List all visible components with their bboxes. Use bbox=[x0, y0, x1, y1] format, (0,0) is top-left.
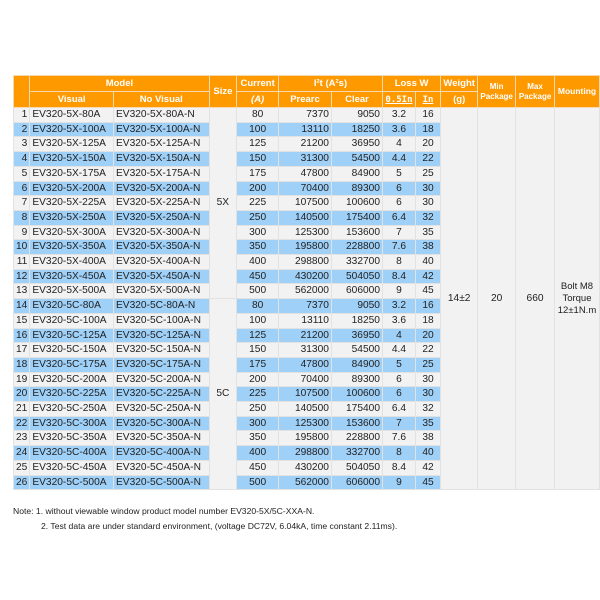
min-package-value: 20 bbox=[478, 108, 516, 490]
model-visual: EV320-5C-500A bbox=[30, 475, 114, 490]
model-no-visual: EV320-5C-350A-N bbox=[113, 431, 209, 446]
current-value: 500 bbox=[237, 284, 279, 299]
size-group-5c: 5C bbox=[209, 299, 237, 490]
loss-full-value: 18 bbox=[415, 313, 440, 328]
current-value: 125 bbox=[237, 328, 279, 343]
row-index: 2 bbox=[14, 122, 30, 137]
prearc-value: 13110 bbox=[279, 122, 332, 137]
current-value: 225 bbox=[237, 387, 279, 402]
model-no-visual: EV320-5C-250A-N bbox=[113, 402, 209, 417]
loss-half-value: 8.4 bbox=[382, 460, 415, 475]
loss-full-value: 38 bbox=[415, 431, 440, 446]
loss-full-value: 18 bbox=[415, 122, 440, 137]
loss-full-value: 45 bbox=[415, 284, 440, 299]
loss-full-value: 20 bbox=[415, 328, 440, 343]
loss-half-value: 6 bbox=[382, 196, 415, 211]
model-no-visual: EV320-5C-200A-N bbox=[113, 372, 209, 387]
row-index: 15 bbox=[14, 313, 30, 328]
row-index: 25 bbox=[14, 460, 30, 475]
model-no-visual: EV320-5C-400A-N bbox=[113, 446, 209, 461]
prearc-value: 298800 bbox=[279, 446, 332, 461]
model-visual: EV320-5C-400A bbox=[30, 446, 114, 461]
row-index: 6 bbox=[14, 181, 30, 196]
model-visual: EV320-5C-200A bbox=[30, 372, 114, 387]
loss-full-value: 40 bbox=[415, 255, 440, 270]
prearc-value: 21200 bbox=[279, 328, 332, 343]
loss-half-value: 3.6 bbox=[382, 313, 415, 328]
header-loss: Loss W bbox=[382, 76, 440, 92]
loss-full-value: 16 bbox=[415, 299, 440, 314]
current-value: 300 bbox=[237, 225, 279, 240]
row-index: 26 bbox=[14, 475, 30, 490]
prearc-value: 430200 bbox=[279, 269, 332, 284]
clear-value: 153600 bbox=[331, 416, 382, 431]
model-no-visual: EV320-5X-125A-N bbox=[113, 137, 209, 152]
model-no-visual: EV320-5X-350A-N bbox=[113, 240, 209, 255]
model-visual: EV320-5X-350A bbox=[30, 240, 114, 255]
clear-value: 9050 bbox=[331, 299, 382, 314]
row-index: 18 bbox=[14, 357, 30, 372]
loss-half-value: 5 bbox=[382, 357, 415, 372]
clear-value: 36950 bbox=[331, 328, 382, 343]
current-value: 350 bbox=[237, 431, 279, 446]
header-clear: Clear bbox=[331, 92, 382, 108]
model-no-visual: EV320-5X-175A-N bbox=[113, 166, 209, 181]
header-weight-unit: (g) bbox=[441, 92, 478, 108]
model-no-visual: EV320-5C-150A-N bbox=[113, 343, 209, 358]
loss-full-value: 42 bbox=[415, 460, 440, 475]
model-no-visual: EV320-5X-250A-N bbox=[113, 210, 209, 225]
header-min-package: Min Package bbox=[478, 76, 516, 108]
clear-value: 100600 bbox=[331, 196, 382, 211]
loss-full-value: 35 bbox=[415, 416, 440, 431]
loss-full-value: 32 bbox=[415, 402, 440, 417]
model-no-visual: EV320-5C-300A-N bbox=[113, 416, 209, 431]
current-value: 150 bbox=[237, 152, 279, 167]
current-value: 80 bbox=[237, 299, 279, 314]
model-visual: EV320-5X-175A bbox=[30, 166, 114, 181]
model-visual: EV320-5C-150A bbox=[30, 343, 114, 358]
loss-half-value: 7 bbox=[382, 225, 415, 240]
current-value: 200 bbox=[237, 372, 279, 387]
prearc-value: 31300 bbox=[279, 152, 332, 167]
row-index: 16 bbox=[14, 328, 30, 343]
model-no-visual: EV320-5X-400A-N bbox=[113, 255, 209, 270]
prearc-value: 125300 bbox=[279, 225, 332, 240]
header-i2t: I²t (A²s) bbox=[279, 76, 383, 92]
header-size: Size bbox=[209, 76, 237, 108]
clear-value: 36950 bbox=[331, 137, 382, 152]
model-visual: EV320-5X-225A bbox=[30, 196, 114, 211]
loss-half-value: 9 bbox=[382, 284, 415, 299]
clear-value: 9050 bbox=[331, 108, 382, 123]
table-body bbox=[14, 108, 600, 490]
row-index: 13 bbox=[14, 284, 30, 299]
loss-half-value: 8.4 bbox=[382, 269, 415, 284]
loss-full-value: 20 bbox=[415, 137, 440, 152]
loss-half-value: 6 bbox=[382, 372, 415, 387]
model-visual: EV320-5X-400A bbox=[30, 255, 114, 270]
current-value: 250 bbox=[237, 402, 279, 417]
model-no-visual: EV320-5C-80A-N bbox=[113, 299, 209, 314]
max-package-value: 660 bbox=[516, 108, 555, 490]
row-index: 22 bbox=[14, 416, 30, 431]
current-value: 100 bbox=[237, 313, 279, 328]
loss-full-value: 22 bbox=[415, 152, 440, 167]
row-index: 14 bbox=[14, 299, 30, 314]
current-value: 175 bbox=[237, 357, 279, 372]
current-value: 175 bbox=[237, 166, 279, 181]
current-value: 400 bbox=[237, 446, 279, 461]
table-row bbox=[14, 108, 600, 123]
prearc-value: 195800 bbox=[279, 240, 332, 255]
row-index: 9 bbox=[14, 225, 30, 240]
loss-half-value: 3.6 bbox=[382, 122, 415, 137]
row-index: 17 bbox=[14, 343, 30, 358]
loss-half-value: 4.4 bbox=[382, 152, 415, 167]
model-visual: EV320-5C-80A bbox=[30, 299, 114, 314]
header-max-package: Max Package bbox=[516, 76, 555, 108]
clear-value: 84900 bbox=[331, 166, 382, 181]
prearc-value: 13110 bbox=[279, 313, 332, 328]
loss-half-value: 6.4 bbox=[382, 402, 415, 417]
clear-value: 332700 bbox=[331, 446, 382, 461]
row-index: 21 bbox=[14, 402, 30, 417]
model-no-visual: EV320-5X-200A-N bbox=[113, 181, 209, 196]
current-value: 80 bbox=[237, 108, 279, 123]
model-visual: EV320-5C-225A bbox=[30, 387, 114, 402]
loss-full-value: 35 bbox=[415, 225, 440, 240]
row-index: 3 bbox=[14, 137, 30, 152]
model-no-visual: EV320-5C-500A-N bbox=[113, 475, 209, 490]
model-visual: EV320-5X-300A bbox=[30, 225, 114, 240]
current-value: 450 bbox=[237, 460, 279, 475]
loss-half-value: 4.4 bbox=[382, 343, 415, 358]
prearc-value: 140500 bbox=[279, 210, 332, 225]
loss-full-value: 42 bbox=[415, 269, 440, 284]
loss-full-value: 30 bbox=[415, 196, 440, 211]
row-index: 11 bbox=[14, 255, 30, 270]
prearc-value: 125300 bbox=[279, 416, 332, 431]
loss-half-value: 4 bbox=[382, 328, 415, 343]
model-visual: EV320-5X-450A bbox=[30, 269, 114, 284]
prearc-value: 70400 bbox=[279, 372, 332, 387]
model-visual: EV320-5X-200A bbox=[30, 181, 114, 196]
row-index: 12 bbox=[14, 269, 30, 284]
current-value: 125 bbox=[237, 137, 279, 152]
notes bbox=[13, 504, 397, 534]
row-index: 20 bbox=[14, 387, 30, 402]
row-index: 10 bbox=[14, 240, 30, 255]
loss-full-value: 16 bbox=[415, 108, 440, 123]
row-index: 24 bbox=[14, 446, 30, 461]
current-value: 200 bbox=[237, 181, 279, 196]
model-no-visual: EV320-5C-175A-N bbox=[113, 357, 209, 372]
loss-half-value: 4 bbox=[382, 137, 415, 152]
header-no-visual: No Visual bbox=[113, 92, 209, 108]
header-current: Current bbox=[237, 76, 279, 92]
model-visual: EV320-5X-80A bbox=[30, 108, 114, 123]
loss-full-value: 25 bbox=[415, 166, 440, 181]
clear-value: 100600 bbox=[331, 387, 382, 402]
current-value: 150 bbox=[237, 343, 279, 358]
clear-value: 504050 bbox=[331, 269, 382, 284]
model-visual: EV320-5C-300A bbox=[30, 416, 114, 431]
size-group-5x: 5X bbox=[209, 108, 237, 299]
model-no-visual: EV320-5X-300A-N bbox=[113, 225, 209, 240]
loss-half-value: 7.6 bbox=[382, 431, 415, 446]
header-current-unit: (A) bbox=[237, 92, 279, 108]
clear-value: 175400 bbox=[331, 402, 382, 417]
loss-half-value: 7 bbox=[382, 416, 415, 431]
model-no-visual: EV320-5C-100A-N bbox=[113, 313, 209, 328]
model-no-visual: EV320-5C-125A-N bbox=[113, 328, 209, 343]
model-no-visual: EV320-5X-150A-N bbox=[113, 152, 209, 167]
model-no-visual: EV320-5X-450A-N bbox=[113, 269, 209, 284]
row-index: 4 bbox=[14, 152, 30, 167]
weight-value: 14±2 bbox=[441, 108, 478, 490]
model-visual: EV320-5C-250A bbox=[30, 402, 114, 417]
loss-half-value: 9 bbox=[382, 475, 415, 490]
model-visual: EV320-5C-100A bbox=[30, 313, 114, 328]
current-value: 250 bbox=[237, 210, 279, 225]
row-index: 5 bbox=[14, 166, 30, 181]
clear-value: 175400 bbox=[331, 210, 382, 225]
loss-full-value: 40 bbox=[415, 446, 440, 461]
current-value: 300 bbox=[237, 416, 279, 431]
loss-half-value: 6 bbox=[382, 181, 415, 196]
loss-half-value: 6 bbox=[382, 387, 415, 402]
loss-half-value: 3.2 bbox=[382, 108, 415, 123]
loss-full-value: 45 bbox=[415, 475, 440, 490]
row-index: 19 bbox=[14, 372, 30, 387]
clear-value: 18250 bbox=[331, 313, 382, 328]
note-2: 2. Test data are under standard environment, (voltage DC72V, 6.04kA, time constant 2.11ms). bbox=[41, 521, 398, 531]
clear-value: 228800 bbox=[331, 431, 382, 446]
prearc-value: 70400 bbox=[279, 181, 332, 196]
prearc-value: 31300 bbox=[279, 343, 332, 358]
model-no-visual: EV320-5X-80A-N bbox=[113, 108, 209, 123]
row-index: 1 bbox=[14, 108, 30, 123]
header-mounting: Mounting bbox=[554, 76, 599, 108]
clear-value: 54500 bbox=[331, 343, 382, 358]
header-weight: Weight bbox=[441, 76, 478, 92]
model-visual: EV320-5C-350A bbox=[30, 431, 114, 446]
header-visual: Visual bbox=[30, 92, 114, 108]
clear-value: 84900 bbox=[331, 357, 382, 372]
prearc-value: 47800 bbox=[279, 357, 332, 372]
current-value: 450 bbox=[237, 269, 279, 284]
prearc-value: 7370 bbox=[279, 299, 332, 314]
header-loss-half: 0.5In bbox=[385, 94, 413, 105]
prearc-value: 140500 bbox=[279, 402, 332, 417]
header-loss-full: In bbox=[422, 94, 434, 105]
prearc-value: 107500 bbox=[279, 387, 332, 402]
loss-full-value: 38 bbox=[415, 240, 440, 255]
loss-full-value: 30 bbox=[415, 181, 440, 196]
prearc-value: 21200 bbox=[279, 137, 332, 152]
loss-full-value: 30 bbox=[415, 372, 440, 387]
current-value: 400 bbox=[237, 255, 279, 270]
header-index bbox=[14, 76, 30, 108]
model-visual: EV320-5X-125A bbox=[30, 137, 114, 152]
clear-value: 606000 bbox=[331, 284, 382, 299]
model-visual: EV320-5C-125A bbox=[30, 328, 114, 343]
prearc-value: 107500 bbox=[279, 196, 332, 211]
model-visual: EV320-5C-175A bbox=[30, 357, 114, 372]
clear-value: 89300 bbox=[331, 372, 382, 387]
model-no-visual: EV320-5X-100A-N bbox=[113, 122, 209, 137]
model-visual: EV320-5X-150A bbox=[30, 152, 114, 167]
current-value: 350 bbox=[237, 240, 279, 255]
clear-value: 54500 bbox=[331, 152, 382, 167]
model-visual: EV320-5X-100A bbox=[30, 122, 114, 137]
clear-value: 153600 bbox=[331, 225, 382, 240]
prearc-value: 562000 bbox=[279, 475, 332, 490]
row-index: 8 bbox=[14, 210, 30, 225]
model-no-visual: EV320-5C-225A-N bbox=[113, 387, 209, 402]
model-visual: EV320-5X-250A bbox=[30, 210, 114, 225]
prearc-value: 298800 bbox=[279, 255, 332, 270]
model-no-visual: EV320-5C-450A-N bbox=[113, 460, 209, 475]
loss-half-value: 7.6 bbox=[382, 240, 415, 255]
clear-value: 606000 bbox=[331, 475, 382, 490]
clear-value: 228800 bbox=[331, 240, 382, 255]
header-prearc: Prearc bbox=[279, 92, 332, 108]
loss-full-value: 25 bbox=[415, 357, 440, 372]
prearc-value: 47800 bbox=[279, 166, 332, 181]
clear-value: 18250 bbox=[331, 122, 382, 137]
current-value: 100 bbox=[237, 122, 279, 137]
prearc-value: 7370 bbox=[279, 108, 332, 123]
header-model: Model bbox=[30, 76, 209, 92]
mounting-value: Bolt M8 Torque 12±1N.m bbox=[554, 108, 599, 490]
model-no-visual: EV320-5X-225A-N bbox=[113, 196, 209, 211]
row-index: 7 bbox=[14, 196, 30, 211]
loss-half-value: 3.2 bbox=[382, 299, 415, 314]
clear-value: 504050 bbox=[331, 460, 382, 475]
loss-full-value: 22 bbox=[415, 343, 440, 358]
loss-half-value: 8 bbox=[382, 446, 415, 461]
prearc-value: 430200 bbox=[279, 460, 332, 475]
clear-value: 332700 bbox=[331, 255, 382, 270]
current-value: 500 bbox=[237, 475, 279, 490]
current-value: 225 bbox=[237, 196, 279, 211]
clear-value: 89300 bbox=[331, 181, 382, 196]
loss-half-value: 6.4 bbox=[382, 210, 415, 225]
loss-full-value: 32 bbox=[415, 210, 440, 225]
model-visual: EV320-5C-450A bbox=[30, 460, 114, 475]
prearc-value: 195800 bbox=[279, 431, 332, 446]
loss-half-value: 5 bbox=[382, 166, 415, 181]
fuse-spec-table bbox=[13, 75, 600, 490]
prearc-value: 562000 bbox=[279, 284, 332, 299]
model-visual: EV320-5X-500A bbox=[30, 284, 114, 299]
model-no-visual: EV320-5X-500A-N bbox=[113, 284, 209, 299]
note-1: Note: 1. without viewable window product model number EV320-5X/5C-XXA-N. bbox=[13, 506, 315, 516]
loss-half-value: 8 bbox=[382, 255, 415, 270]
row-index: 23 bbox=[14, 431, 30, 446]
loss-full-value: 30 bbox=[415, 387, 440, 402]
